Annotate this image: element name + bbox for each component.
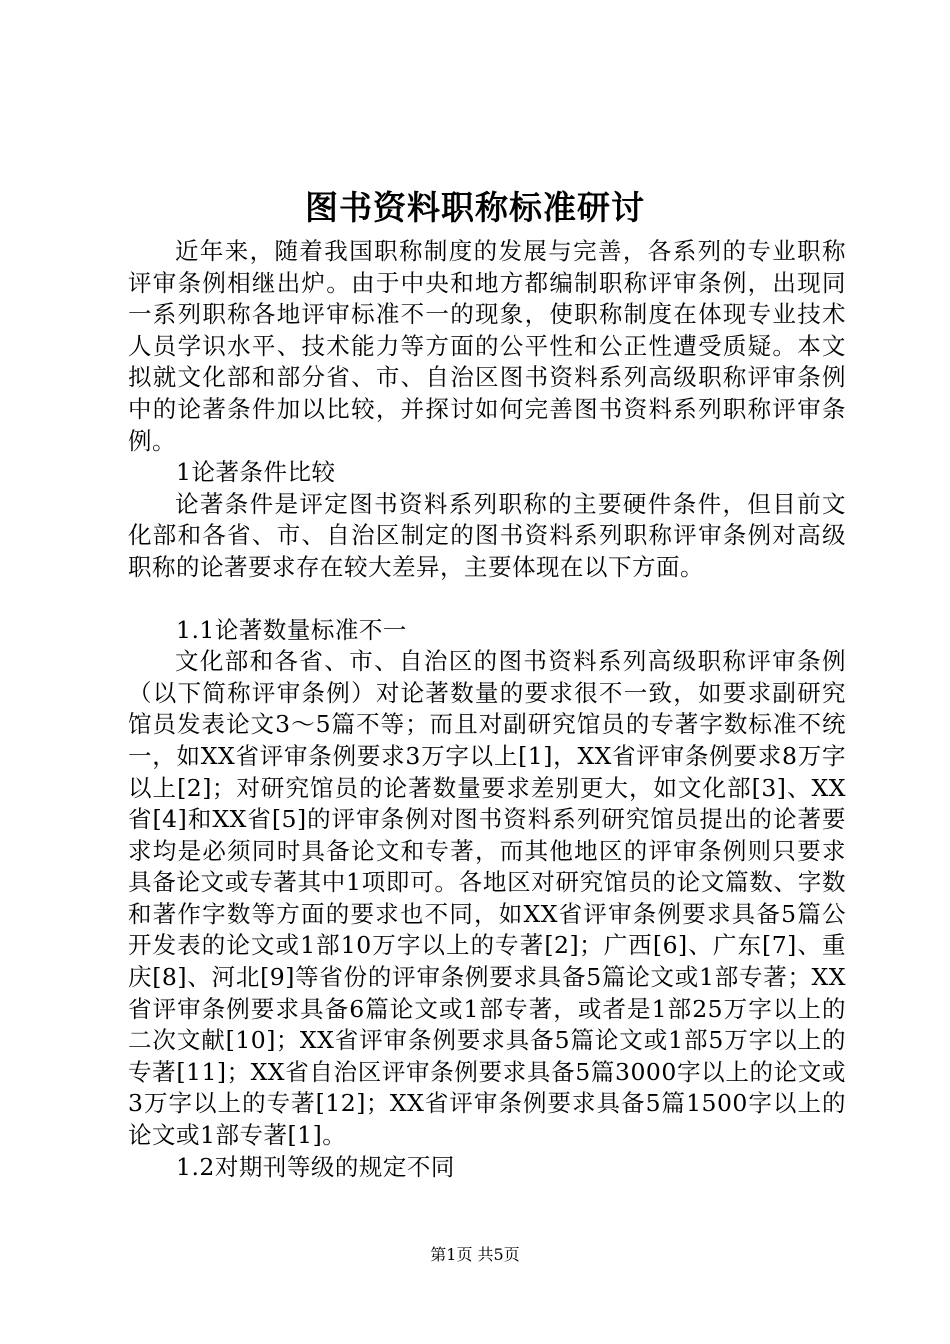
page-footer: 第1页 共5页 [430, 1245, 520, 1264]
section-1-paragraph: 论著条件是评定图书资料系列职称的主要硬件条件，但目前文化部和各省、市、自治区制定的图书资料系列职称评审条例对高级职称的论著要求存在较大差异，主要体现在以下方面。 [128, 489, 846, 581]
section-heading-1-1: 1.1论著数量标准不一 [176, 615, 407, 644]
paragraph-spacer [128, 584, 846, 615]
intro-paragraph: 近年来，随着我国职称制度的发展与完善，各系列的专业职称评审条例相继出炉。由于中央和地方都编制职称评审条例，出现同一系列职称各地评审标准不一的现象，使职称制度在体现专业技术人员学识水平、技术能力等方面的公平性和公正性遭受质疑。本文拟就文化部和部分省、市、自治区图书资料系列高级职称评审条例中的论著条件加以比较，并探讨如何完善图书资料系列职称评审条例。 [128, 237, 846, 455]
document-title: 图书资料职称标准研讨 [305, 188, 645, 227]
section-heading-1-2: 1.2对期刊等级的规定不同 [176, 1152, 455, 1181]
document-body [128, 236, 846, 1183]
section-1-1-paragraph: 文化部和各省、市、自治区的图书资料系列高级职称评审条例（以下简称评审条例）对论著数量的要求很不一致，如要求副研究馆员发表论文3～5篇不等；而且对副研究馆员的专著字数标准不统一，如XX省评审条例要求3万字以上[1]，XX省评审条例要求8万字以上[2]；对研究馆员的论著数量要求差别更大，如文化部[3]、XX省[4]和XX省[5]的评审条例对图书资料系列研究馆员提出的论著要求均是必须同时具备论文和专著，而其他地区的评审条例则只要求具备论文或专著其中1项即可。各地区对研究馆员的论文篇数、字数和著作字数等方面的要求也不同，如XX省评审条例要求具备5篇公开发表的论文或1部10万字以上的专著[2]；广西[6]、广东[7]、重庆[8]、河北[9]等省份的评审条例要求具备5篇论文或1部专著；XX省评审条例要求具备6篇论文或1部专著，或者是1部25万字以上的二次文献[10]；XX省评审条例要求具备5篇论文或1部5万字以上的专著[11]；XX省自治区评审条例要求具备5篇3000字以上的论文或3万字以上的专著[12]；XX省评审条例要求具备5篇1500字以上的论文或1部专著[1]。 [128, 647, 846, 1150]
section-heading-1: 1论著条件比较 [176, 458, 336, 487]
